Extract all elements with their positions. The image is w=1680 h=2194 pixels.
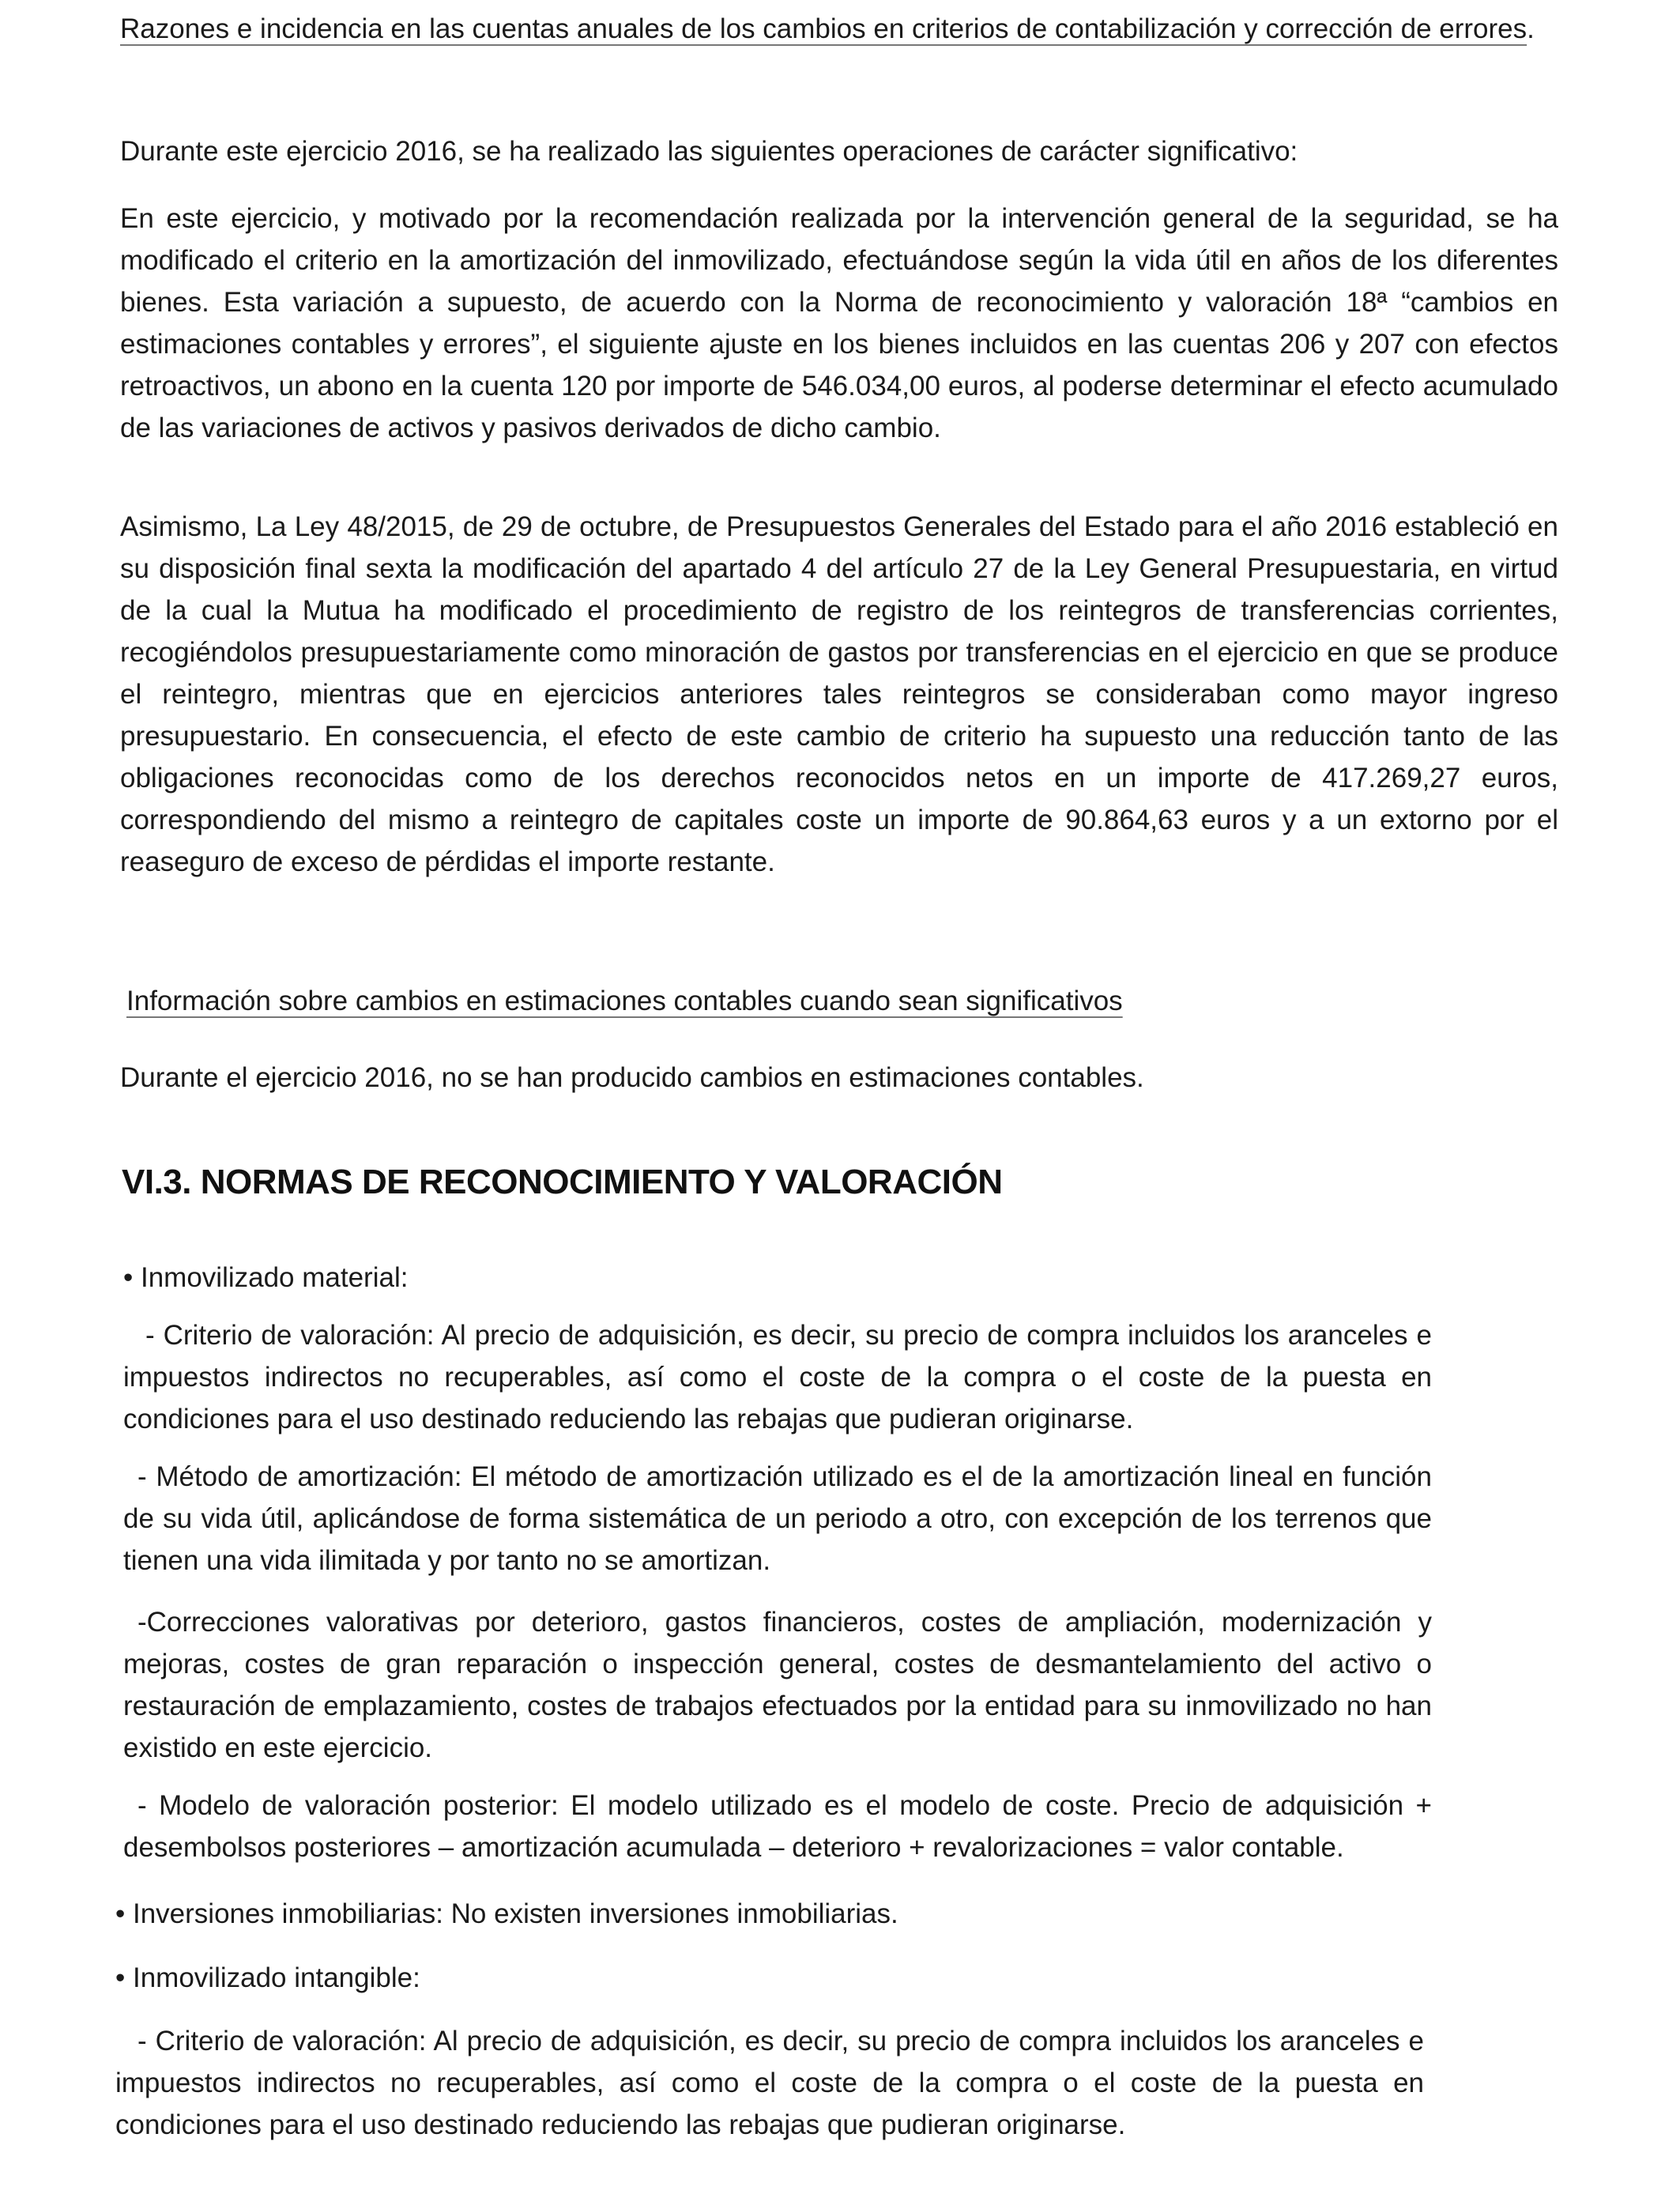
section-title-estimaciones-text: Información sobre cambios en estimaciones contables cuando sean significativos <box>126 986 1123 1016</box>
paragraph-amortizacion: En este ejercicio, y motivado por la recomendación realizada por la intervención general de la seguridad, se ha modificado el criterio en la amortización del inmovilizado, efectuándose según la vida útil en años de los diferentes bienes. Esta variación a supuesto, de acuerdo con la Norma de reconocimiento y valoración 18ª “cambios en estimaciones contables y errores”, el siguiente ajuste en los bienes incluidos en las cuentas 206 y 207 con efectos retroactivos, un abono en la cuenta 120 por importe de 546.034,00 euros, al poderse determinar el efecto acumulado de las variaciones de activos y pasivos derivados de dicho cambio. <box>120 203 1558 443</box>
paragraph-ley-presupuestos: Asimismo, La Ley 48/2015, de 29 de octubre, de Presupuestos Generales del Estado para el año 2016 estableció en su disposición final sexta la modificación del apartado 4 del artículo 27 de la Ley General Presupuestaria, en virtud de la cual la Mutua ha modificado el procedimiento de registro de los reintegros de transferencias corrientes, recogiéndolos presupuestariamente como minoración de gastos por transferencias en el ejercicio en que se produce el reintegro, mientras que en ejercicios anteriores tales reintegros se consideraban como mayor ingreso presupuestario. En consecuencia, el efecto de este cambio de criterio ha supuesto una reducción tanto de las obligaciones reconocidas como de los derechos reconocidos netos en un importe de 417.269,27 euros, correspondiendo del mismo a reintegro de capitales coste un importe de 90.864,63 euros y a un extorno por el reaseguro de exceso de pérdidas el importe restante. <box>120 511 1558 877</box>
paragraph-estimaciones: Durante el ejercicio 2016, no se han producido cambios en estimaciones contables. <box>120 1062 1144 1093</box>
bullet-inmovilizado-intangible: • Inmovilizado intangible: <box>115 1962 420 1993</box>
item-correcciones-valorativas: -Correcciones valorativas por deterioro, gastos financieros, costes de ampliación, modernización y mejoras, costes de gran reparación o inspección general, costes de desmantelamiento del activo o restauración de emplazamiento, costes de trabajos efectuados por la entidad para su inmovilizado no han existido en este ejercicio. <box>123 1607 1432 1763</box>
normas-heading: VI.3. NORMAS DE RECONOCIMIENTO Y VALORACIÓN <box>122 1163 1003 1201</box>
intro-lead: Durante este ejercicio 2016, se ha realizado las siguientes operaciones de carácter significativo: <box>120 136 1298 167</box>
section-title-text: Razones e incidencia en las cuentas anuales de los cambios en criterios de contabilización y corrección de errores <box>120 13 1527 44</box>
item-criterio-valoracion-intangible: - Criterio de valoración: Al precio de adquisición, es decir, su precio de compra incluidos los aranceles e impuestos indirectos no recuperables, así como el coste de la compra o el coste de la puesta en condiciones para el uso destinado reduciendo las rebajas que pudieran originarse. <box>115 2026 1424 2140</box>
item-metodo-amortizacion: - Método de amortización: El método de amortización utilizado es el de la amortización lineal en función de su vida útil, aplicándose de forma sistemática de un periodo a otro, con excepción de los terrenos que tienen una vida ilimitada y por tanto no se amortizan. <box>123 1461 1432 1576</box>
section-title-period: . <box>1527 13 1535 44</box>
section-title-cambios-criterios <box>120 8 1558 50</box>
bullet-inversiones-inmobiliarias: • Inversiones inmobiliarias: No existen inversiones inmobiliarias. <box>115 1898 898 1929</box>
item-modelo-valoracion: - Modelo de valoración posterior: El modelo utilizado es el modelo de coste. Precio de adquisición + desembolsos posteriores – amortización acumulada – deterioro + revalorizaciones = valor contable. <box>123 1790 1432 1863</box>
section-title-estimaciones <box>126 980 1391 1022</box>
item-criterio-valoracion: - Criterio de valoración: Al precio de adquisición, es decir, su precio de compra incluidos los aranceles e impuestos indirectos no recuperables, así como el coste de la compra o el coste de la puesta en condiciones para el uso destinado reduciendo las rebajas que pudieran originarse. <box>123 1320 1432 1434</box>
bullet-inmovilizado-material: • Inmovilizado material: <box>123 1262 409 1293</box>
